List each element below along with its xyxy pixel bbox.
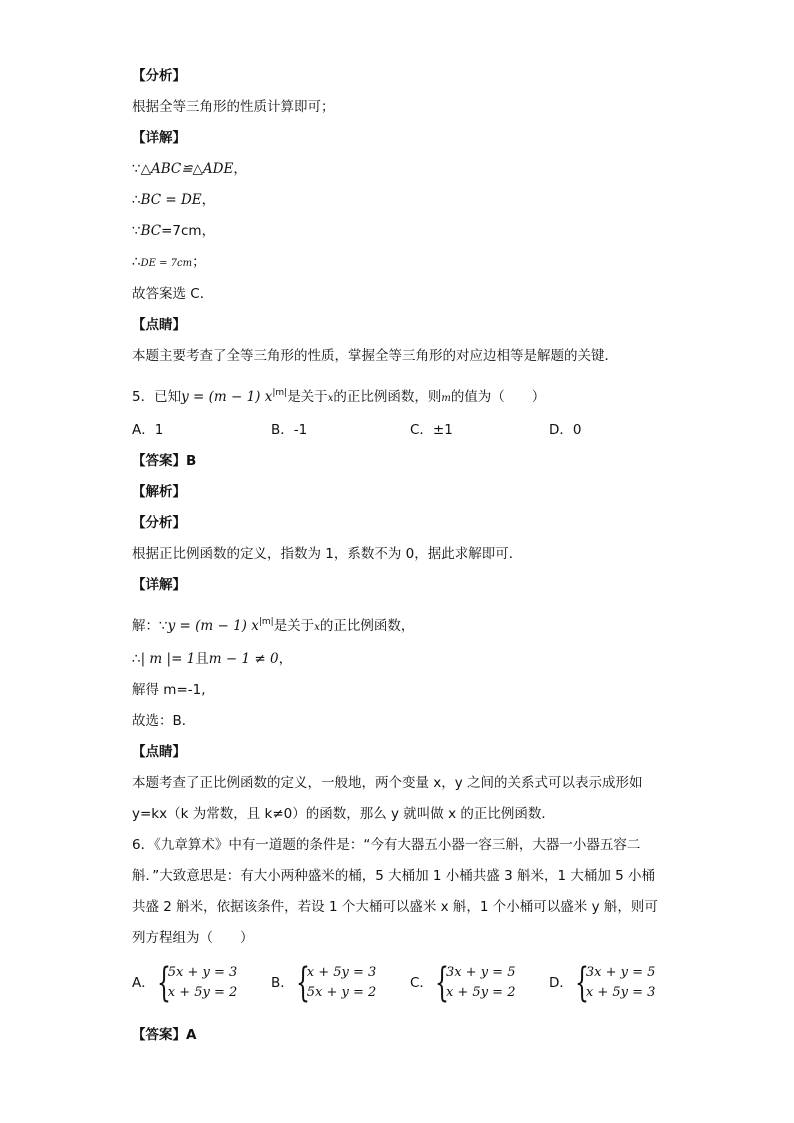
equation-1: { 3x + y = 5 bbox=[445, 965, 516, 980]
stem-text: 的正比例函数，则 bbox=[333, 389, 442, 405]
equation-system bbox=[159, 963, 238, 1003]
q6-option-c bbox=[410, 963, 515, 1003]
q6-option-d bbox=[549, 963, 655, 1003]
equation-2: x + 5y = 3 bbox=[585, 985, 656, 1000]
equation-1: { 5x + y = 3 bbox=[167, 965, 238, 980]
abs-expr: | m |= 1 bbox=[140, 651, 196, 667]
q5-comment-line-2: y=kx（k 为常数，且 k≠0）的函数，那么 y 就叫做 x 的正比例函数． bbox=[132, 806, 555, 822]
q5-comment-line-1: 本题考查了正比例函数的定义，一般地，两个变量 x，y 之间的关系式可以表示成形如 bbox=[132, 775, 643, 791]
punct: ， bbox=[201, 192, 216, 208]
equation-system bbox=[298, 963, 377, 1003]
punct: ， bbox=[233, 161, 247, 177]
coefficient-expr: m − 1 ≠ 0 bbox=[208, 651, 279, 667]
therefore-symbol: ∴ bbox=[132, 192, 141, 208]
q5-option-a: A．1 bbox=[132, 422, 164, 438]
stem-text: 是关于 bbox=[287, 389, 328, 405]
equation-1: { 3x + y = 5 bbox=[585, 965, 656, 980]
therefore-symbol: ∴ bbox=[132, 254, 141, 270]
option-label: D． bbox=[549, 975, 573, 991]
q5-comment-heading: 【点睛】 bbox=[132, 744, 186, 760]
question-6-line-4: 列方程组为（ ） bbox=[132, 930, 254, 946]
q5-detail-step-4: 故选：B． bbox=[132, 713, 196, 729]
q5-option-b: B．-1 bbox=[271, 422, 308, 438]
question-6-line-2: 斛．”大致意思是：有大小两种盛米的桶，5 大桶加 1 小桶共盛 3 斛米，1 大桶加 5 小桶 bbox=[132, 868, 656, 884]
q5-answer: 【答案】B bbox=[132, 453, 197, 469]
therefore-symbol: ∴ bbox=[132, 651, 141, 667]
stem-text: 的值为（ ） bbox=[450, 389, 546, 405]
stem-text: 5．已知 bbox=[132, 389, 182, 405]
question-6-line-1: 6．《九章算术》中有一道题的条件是：“今有大器五小器一容三斛，大器一小器五容二 bbox=[132, 837, 641, 853]
detail-step-3 bbox=[132, 221, 215, 241]
q6-option-b bbox=[271, 963, 376, 1003]
detail-text: 且 bbox=[195, 651, 209, 667]
option-label: B． bbox=[271, 975, 294, 991]
q6-option-a bbox=[132, 963, 237, 1003]
punct: ； bbox=[192, 254, 206, 270]
exponent: |m| bbox=[258, 617, 274, 627]
exponent: |m| bbox=[272, 388, 288, 398]
option-label: C． bbox=[410, 975, 433, 991]
variable-x: x bbox=[314, 622, 320, 633]
option-label: A． bbox=[132, 975, 155, 991]
punct: ， bbox=[278, 651, 293, 667]
variable-m: m bbox=[441, 393, 451, 404]
detail-step-2 bbox=[132, 190, 215, 210]
equation-system bbox=[577, 963, 656, 1003]
q5-analysis-text: 根据正比例函数的定义，指数为 1，系数不为 0，据此求解即可． bbox=[132, 546, 523, 562]
q5-detail-step-1 bbox=[132, 612, 414, 638]
detail-text: 是关于 bbox=[273, 618, 315, 634]
question-5-stem bbox=[132, 383, 545, 409]
comment-text: 本题主要考查了全等三角形的性质，掌握全等三角形的对应边相等是解题的关键． bbox=[132, 348, 618, 364]
equation-2: x + 5y = 2 bbox=[445, 985, 516, 1000]
segment-expr: BC bbox=[140, 223, 162, 239]
q5-detail-step-3: 解得 m=-1, bbox=[132, 682, 206, 698]
equality-expr: BC = DE bbox=[140, 192, 202, 208]
analysis-text: 根据全等三角形的性质计算即可； bbox=[132, 99, 335, 115]
because-symbol: ∵ bbox=[132, 161, 141, 177]
function-expr: y = (m − 1) x bbox=[181, 389, 273, 405]
detail-text: 解：∵ bbox=[132, 618, 168, 634]
detail-heading: 【详解】 bbox=[132, 130, 186, 146]
equation-2: x + 5y = 2 bbox=[167, 985, 238, 1000]
variable-x: x bbox=[327, 393, 334, 404]
question-6-line-3: 共盛 2 斛米，依据该条件，若设 1 个大桶可以盛米 x 斛，1 个小桶可以盛米 y 斛，则可 bbox=[132, 899, 658, 915]
detail-step-4 bbox=[132, 252, 206, 274]
because-symbol: ∵ bbox=[132, 223, 141, 239]
detail-text: 的正比例函数， bbox=[319, 618, 415, 634]
q5-option-c: C．±1 bbox=[410, 422, 453, 438]
function-expr: y = (m − 1) x bbox=[167, 618, 259, 634]
detail-conclusion: 故答案选 C． bbox=[132, 286, 214, 302]
q5-detail-step-2 bbox=[132, 649, 292, 669]
length-value: =7cm， bbox=[161, 223, 216, 239]
q5-detail-heading: 【详解】 bbox=[132, 577, 186, 593]
congruence-expr: △ABC≌△ADE bbox=[140, 161, 234, 177]
q5-option-d: D．0 bbox=[549, 422, 582, 438]
equation-1: { x + 5y = 3 bbox=[306, 965, 377, 980]
q5-jiexi-heading: 【解析】 bbox=[132, 484, 186, 500]
equation-system bbox=[437, 963, 516, 1003]
q5-analysis-heading: 【分析】 bbox=[132, 515, 186, 531]
equation-2: 5x + y = 2 bbox=[306, 985, 377, 1000]
q6-answer: 【答案】A bbox=[132, 1027, 197, 1043]
comment-heading: 【点睛】 bbox=[132, 317, 186, 333]
analysis-heading: 【分析】 bbox=[132, 68, 186, 84]
result-expr: DE = 7cm bbox=[140, 258, 193, 269]
detail-step-1 bbox=[132, 159, 247, 179]
